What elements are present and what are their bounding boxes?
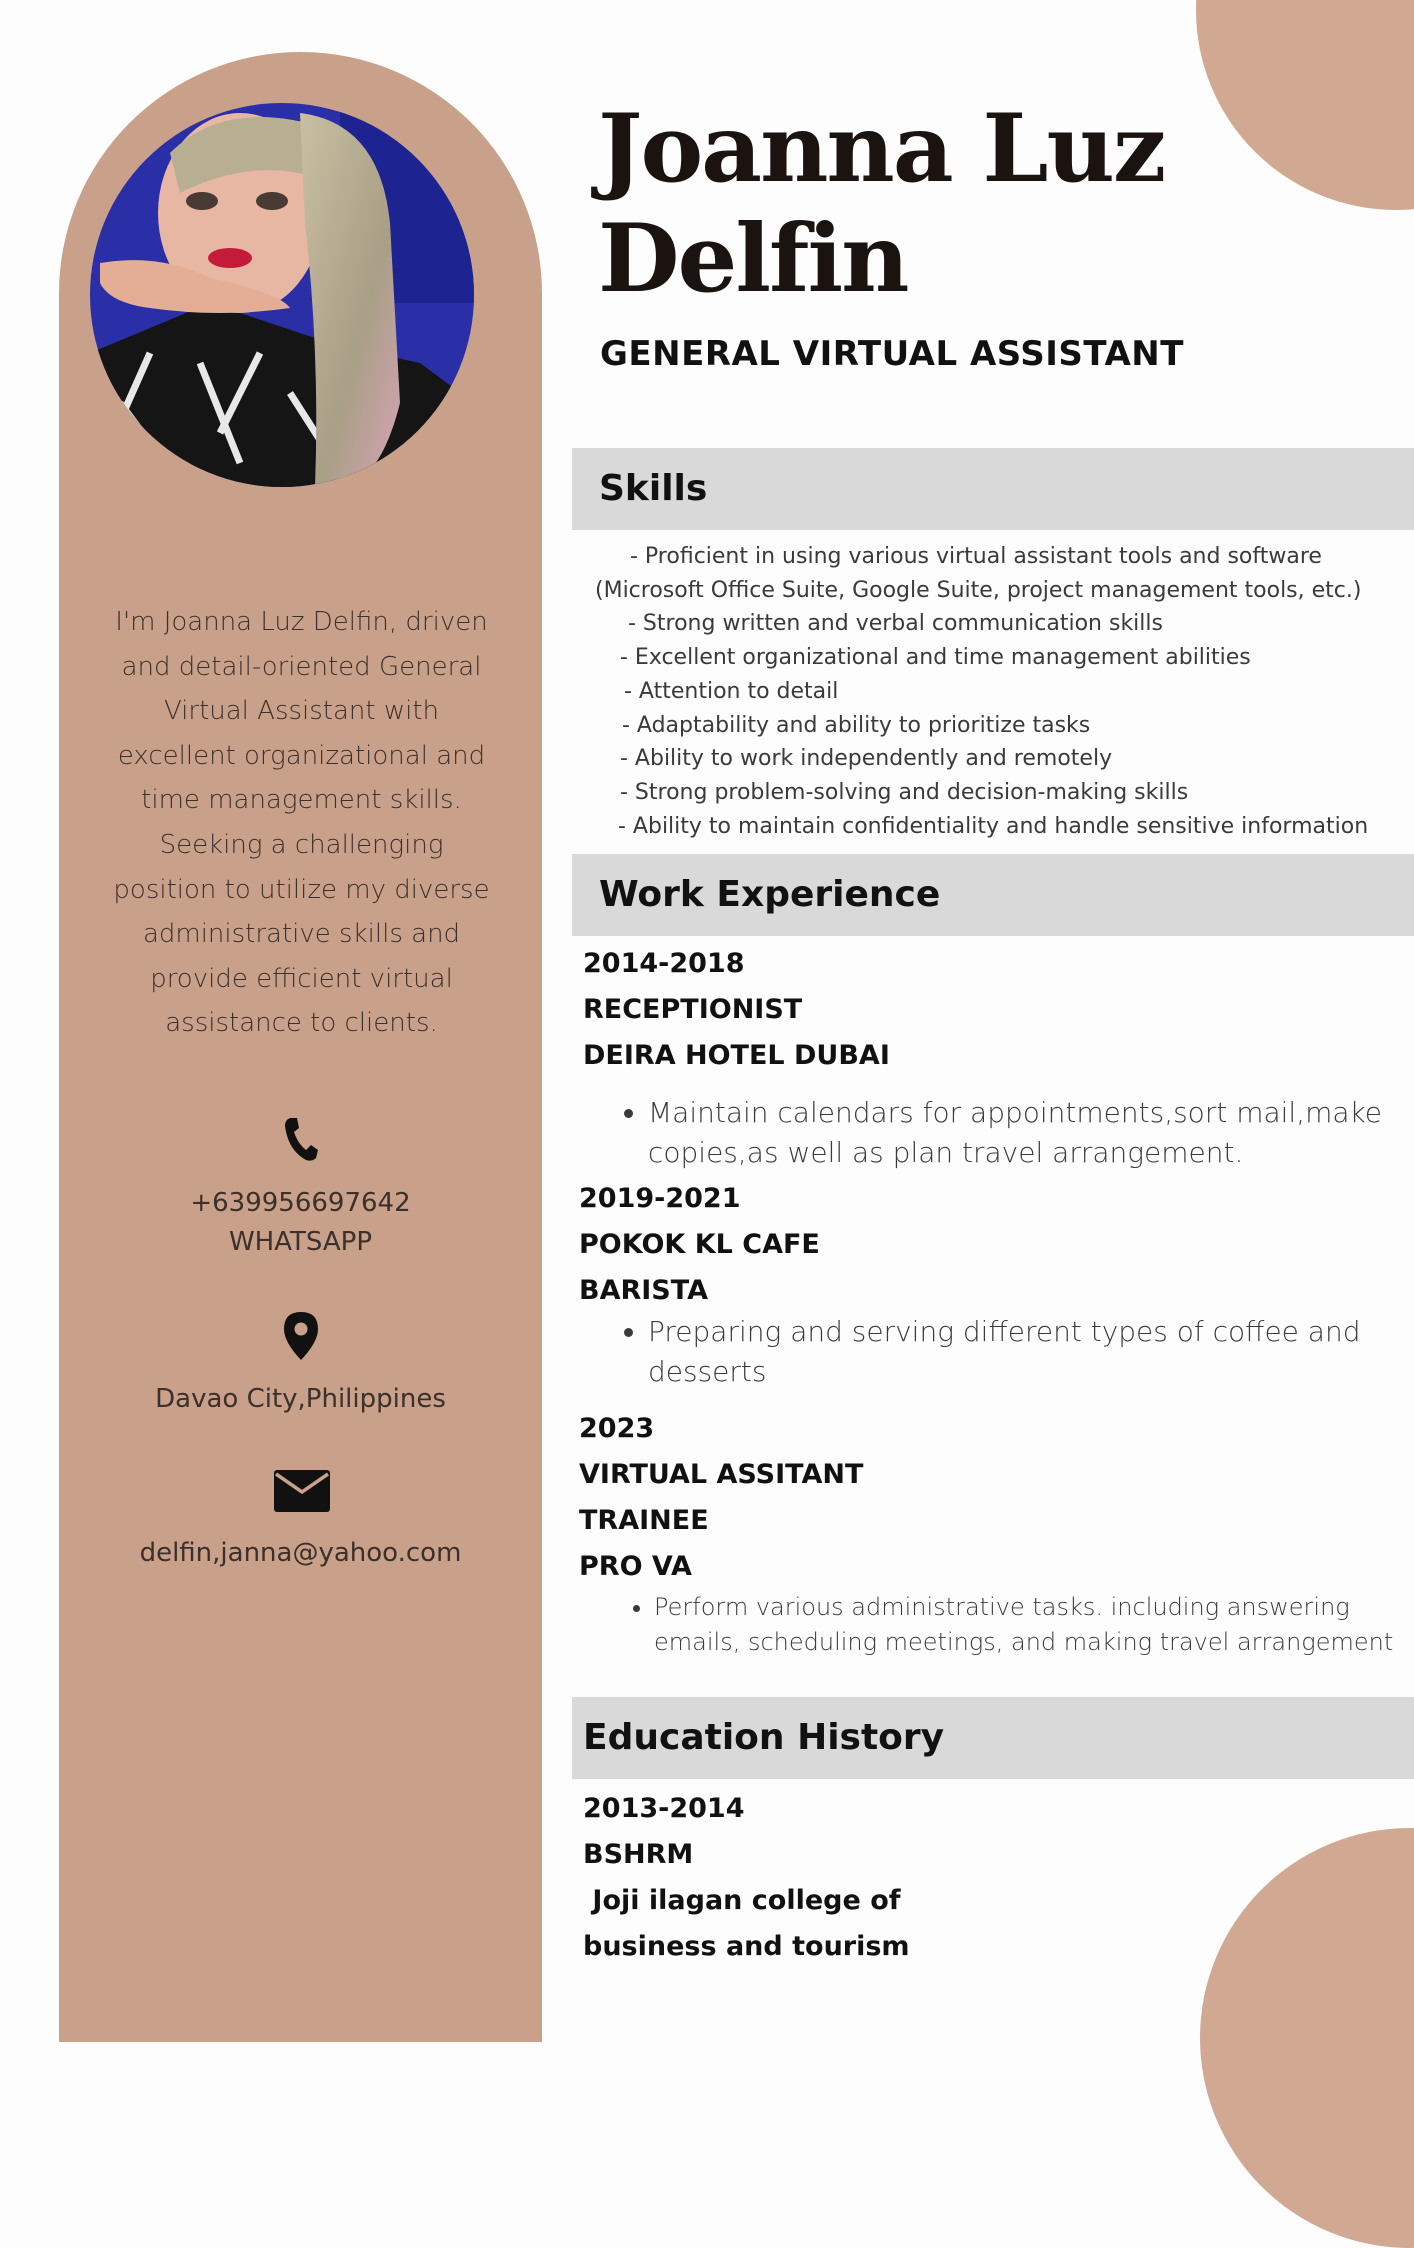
corner-decoration-bottom-right [1200,1828,1414,2248]
skills-header-band [572,448,1414,530]
job-company: PRO VA [579,1551,692,1582]
education-degree: BSHRM [583,1839,694,1870]
email-link[interactable]: delfin,janna@yahoo.com [139,1538,462,1568]
phone-note: WHATSAPP [228,1227,373,1257]
job-bullet: • Maintain calendars for appointments,sort mail,make copies,as well as plan travel arrangement. [648,1093,1414,1173]
job-position: RECEPTIONIST [583,994,803,1025]
skill-item: - Excellent organizational and time management abilities [620,645,1251,671]
job-entry [579,1406,863,1590]
education-header-band [572,1697,1414,1779]
bio-summary: I'm Joanna Luz Delfin, driven and detail-oriented General Virtual Assistant with excellent organizational and time management skills. Seeking a challenging position to utilize my diverse administrative skills and provide efficient virtual assistance to clients. [113,607,490,1039]
candidate-name-line1: Joanna Luz [598,94,1165,204]
skill-item: - Adaptability and ability to prioritize tasks [622,712,1091,738]
job-bullets [583,1312,1414,1392]
education-school-line2: business and tourism [583,1931,910,1962]
skill-item: - Proficient in using various virtual assistant tools and software [630,544,1322,569]
work-experience-title: Work Experience [599,874,941,915]
education-entry [583,1786,910,1970]
job-bullet: • Perform various administrative tasks. including answering emails, scheduling meetings, and making travel arrangement [654,1590,1414,1660]
job-period: 2019-2021 [579,1183,741,1214]
profile-photo [90,103,474,487]
job-position: VIRTUAL ASSITANT [579,1459,864,1490]
skill-item: - Attention to detail [624,678,839,704]
job-bullet: • Preparing and serving different types of coffee and desserts [648,1312,1414,1392]
job-company: POKOK KL CAFE [579,1229,820,1260]
education-school: Joji ilagan college of [583,1885,901,1916]
envelope-icon [274,1470,330,1512]
skills-title: Skills [599,468,708,509]
location-text: Davao City,Philippines [155,1384,446,1414]
job-period: 2014-2018 [583,948,745,979]
candidate-name-line2: Delfin [598,204,908,314]
phone-icon [284,1116,318,1162]
phone-number[interactable]: +639956697642 [190,1188,411,1218]
job-entry [579,1176,820,1314]
job-bullets [583,1093,1414,1173]
job-title: GENERAL VIRTUAL ASSISTANT [600,334,1184,374]
education-history-title: Education History [583,1717,945,1758]
education-period: 2013-2014 [583,1793,745,1824]
candidate-name [598,94,1378,314]
map-pin-icon [284,1312,318,1360]
skill-item: - Strong problem-solving and decision-making skills [620,779,1189,805]
job-bullets [583,1590,1414,1660]
job-position: BARISTA [579,1275,708,1306]
job-position-level: TRAINEE [579,1505,709,1536]
skill-item: - Ability to work independently and remotely [620,746,1113,772]
work-header-band [572,854,1414,936]
job-entry [583,941,890,1079]
skill-item: - Strong written and verbal communication skills [628,611,1163,637]
skill-item: (Microsoft Office Suite, Google Suite, project management tools, etc.) [595,577,1362,603]
job-period: 2023 [579,1413,655,1444]
skills-list [580,540,1410,843]
skill-item: - Ability to maintain confidentiality and handle sensitive information [618,813,1369,839]
job-company: DEIRA HOTEL DUBAI [583,1040,890,1071]
